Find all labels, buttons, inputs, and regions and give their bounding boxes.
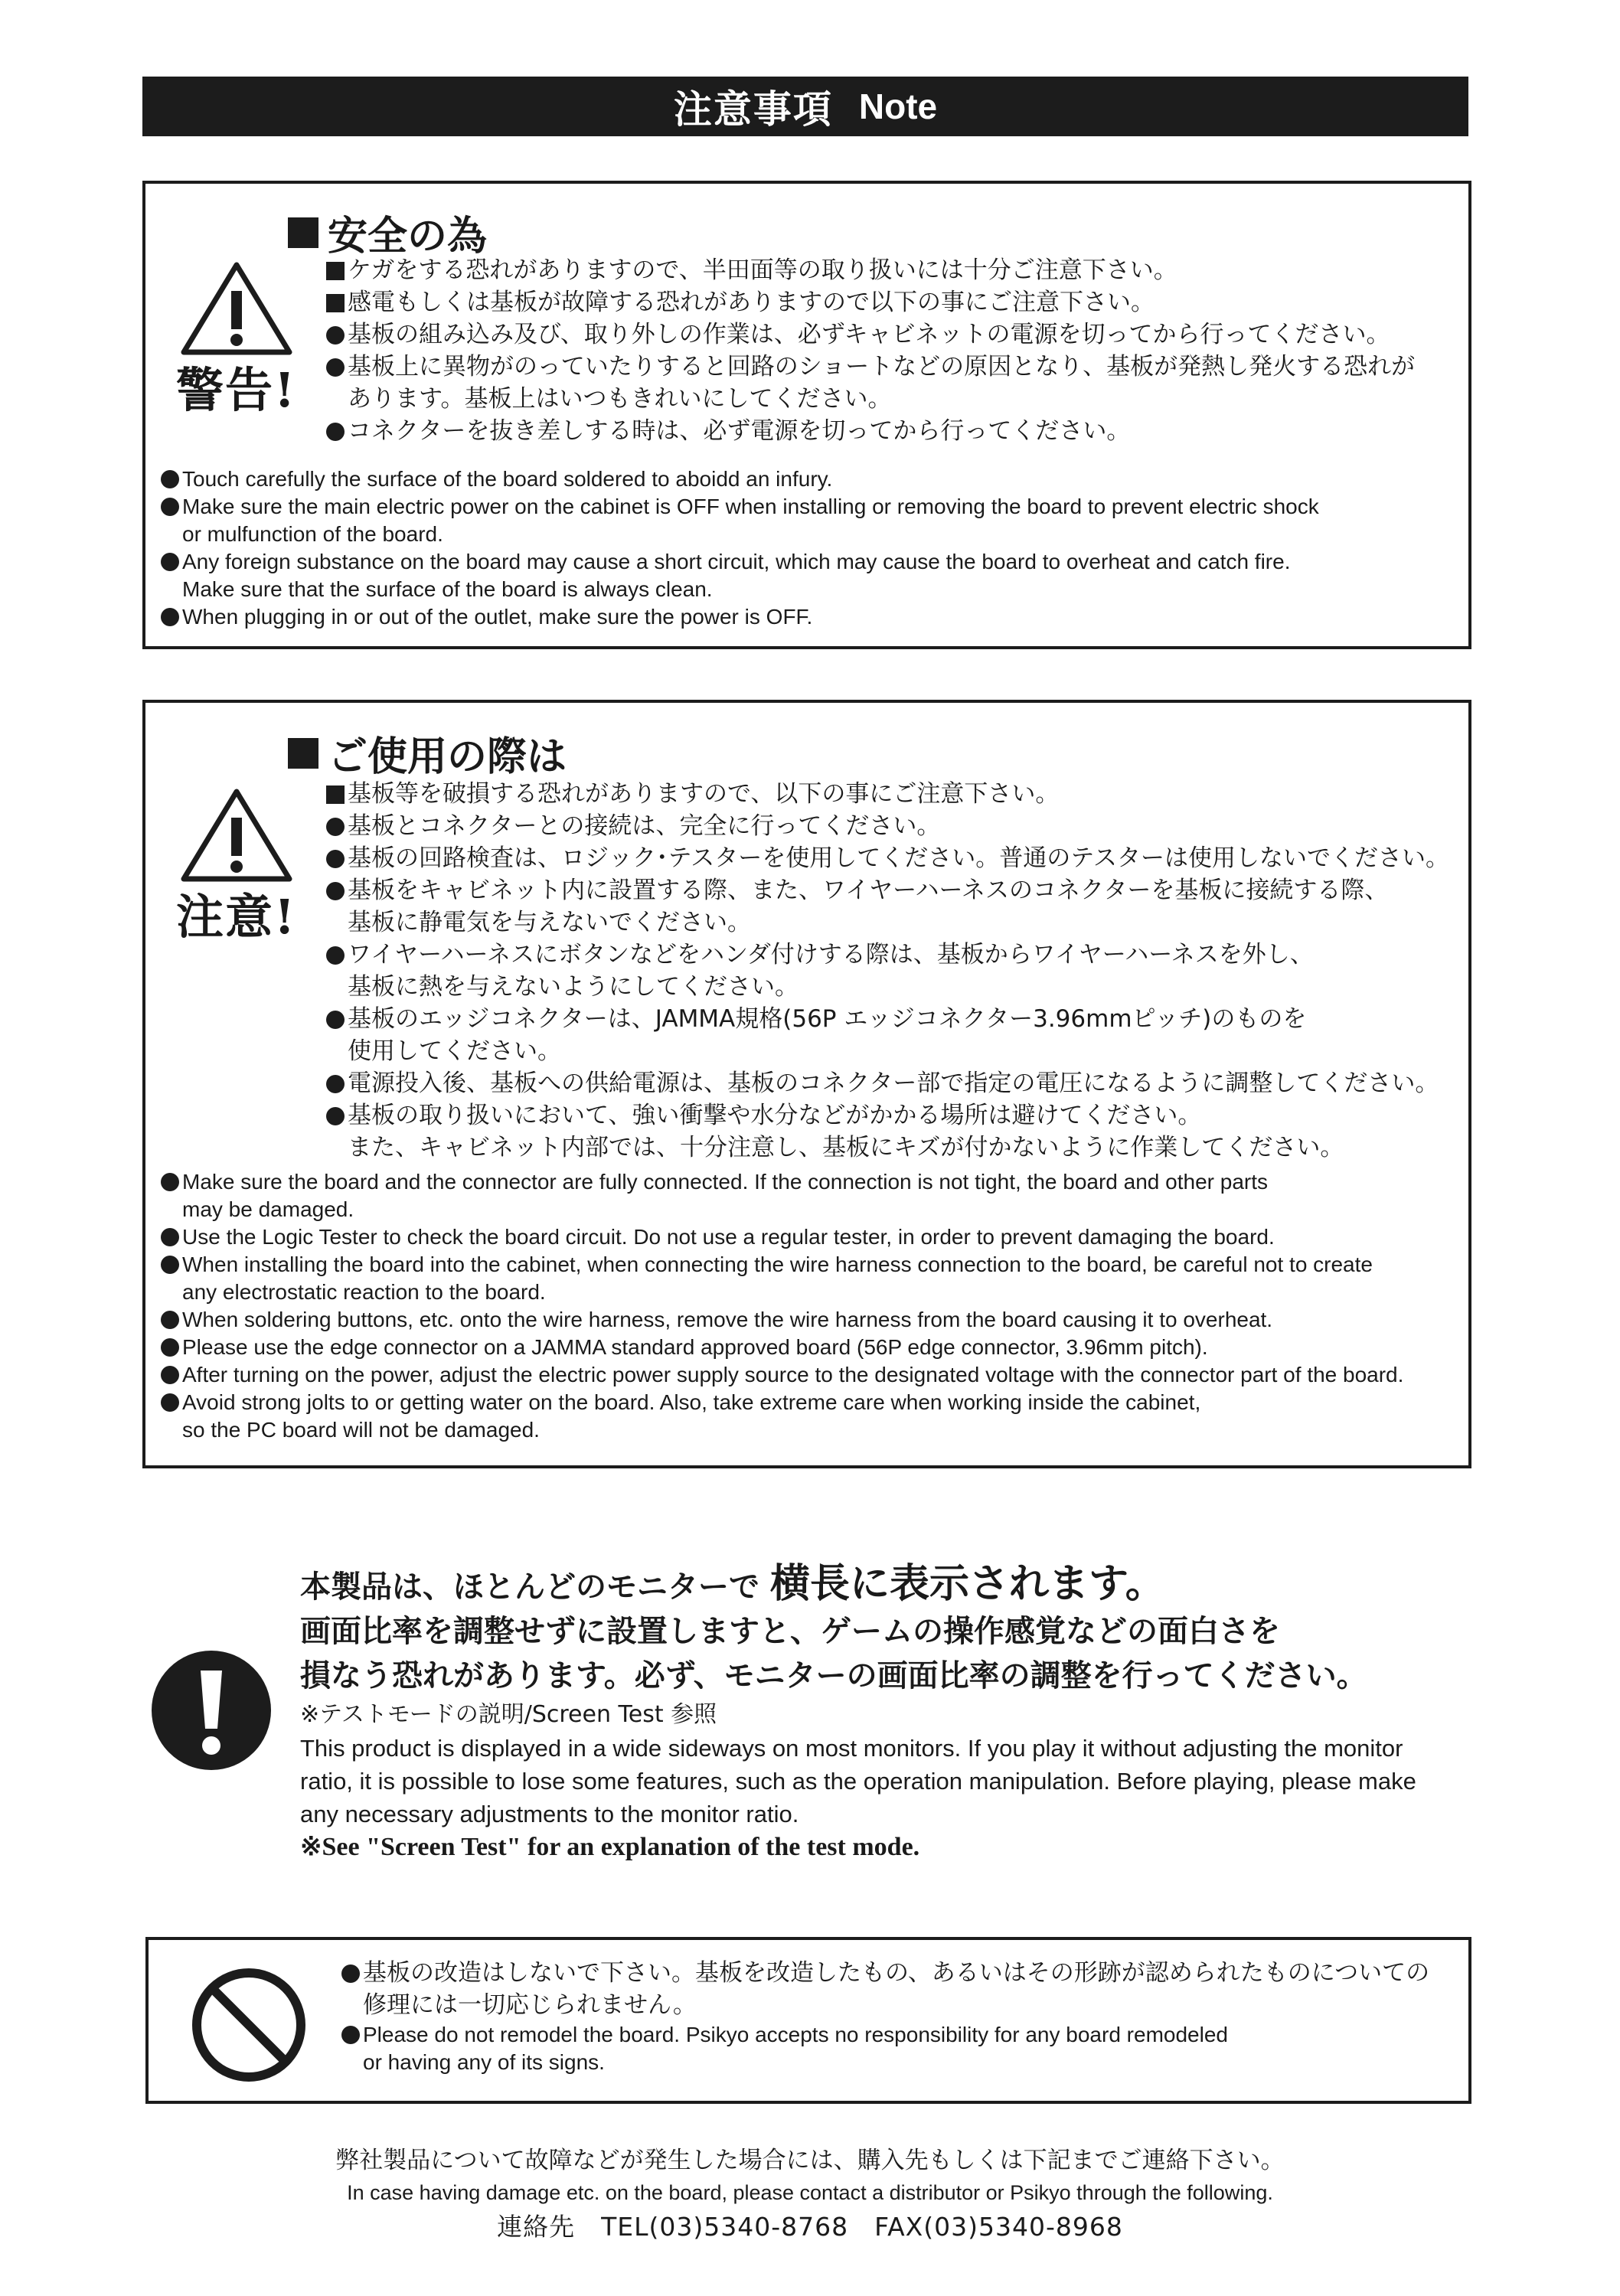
list-item bbox=[161, 521, 1319, 548]
safety-title: 安全の為 bbox=[328, 214, 488, 260]
warning-label: 警告! bbox=[176, 362, 297, 418]
dot-bullet-icon bbox=[326, 1107, 345, 1125]
list-item-text: 基板をキャビネット内に設置する際、また、ワイヤーハーネスのコネクターを基板に接続する際、 bbox=[348, 877, 1389, 904]
list-item-text: or mulfunction of the board. bbox=[182, 522, 443, 546]
dot-bullet-icon bbox=[161, 553, 179, 571]
title-bar bbox=[142, 77, 1468, 136]
caution-icon-group bbox=[176, 787, 296, 947]
list-item bbox=[341, 1989, 1429, 2021]
notice-jp-line1 bbox=[300, 1562, 1416, 1609]
dot-bullet-icon bbox=[326, 423, 345, 441]
list-item-text: Make sure the board and the connector are fully connected. If the connection is not tight, the board and other parts bbox=[182, 1170, 1269, 1194]
list-item bbox=[341, 2021, 1429, 2049]
list-item bbox=[326, 971, 1449, 1003]
usage-section bbox=[142, 700, 1471, 1468]
dot-bullet-icon bbox=[341, 1965, 360, 1983]
list-item-text: 基板のエッジコネクターは、JAMMA規格(56P エッジコネクター3.96mmピッチ)のものを bbox=[348, 1005, 1307, 1033]
prohibited-icon bbox=[191, 1968, 306, 2082]
list-item-text: 基板に熱を与えないようにしてください。 bbox=[348, 973, 799, 1001]
notice-jp-line3: 損なう恐れがあります。必ず、モニターの画面比率の調整を行ってください。 bbox=[300, 1658, 1367, 1693]
list-item-text: ワイヤーハーネスにボタンなどをハンダ付けする際は、基板からワイヤーハーネスを外し、 bbox=[348, 941, 1314, 968]
notice-en-line: This product is displayed in a wide sideways on most monitors. If you play it without adjusting the monitor bbox=[300, 1735, 1403, 1762]
list-item bbox=[326, 939, 1449, 971]
usage-title: ご使用の際は bbox=[328, 734, 567, 780]
notice-jp-reference: ※テストモードの説明/Screen Test 参照 bbox=[300, 1701, 717, 1728]
list-item-text: ケガをする恐れがありますので、半田面等の取り扱いには十分ご注意下さい。 bbox=[348, 256, 1177, 284]
square-bullet-icon bbox=[288, 217, 318, 248]
list-item bbox=[326, 1003, 1449, 1035]
list-item bbox=[326, 286, 1415, 318]
list-item-text: 電源投入後、基板への供給電源は、基板のコネクター部で指定の電圧になるように調整してください。 bbox=[348, 1070, 1439, 1097]
list-item bbox=[326, 778, 1449, 810]
footer bbox=[0, 2144, 1620, 2246]
list-item bbox=[161, 1168, 1403, 1196]
list-item bbox=[161, 465, 1319, 493]
list-item-text: 基板の改造はしないで下さい。基板を改造したもの、あるいはその形跡が認められたものについての bbox=[363, 1959, 1430, 1987]
notice-see-reference: ※See "Screen Test" for an explanation of the test mode. bbox=[300, 1833, 920, 1861]
notice-jp-line1-prefix: 本製品は、ほとんどのモニターで bbox=[300, 1569, 759, 1605]
page-title-en: Note bbox=[858, 87, 938, 126]
list-item-text: Touch carefully the surface of the board soldered to aboidd an infury. bbox=[182, 467, 833, 491]
list-item bbox=[161, 1223, 1403, 1251]
prohibit-list bbox=[341, 1957, 1429, 2076]
footer-en: In case having damage etc. on the board, please contact a distributor or Psikyo through the following. bbox=[347, 2181, 1273, 2204]
list-item-text: Make sure the main electric power on the cabinet is OFF when installing or removing the board to prevent electric shock bbox=[182, 495, 1319, 518]
list-item-text: 使用してください。 bbox=[348, 1037, 561, 1065]
list-item bbox=[161, 1361, 1403, 1389]
safety-jp-list bbox=[326, 254, 1415, 447]
list-item bbox=[161, 548, 1319, 576]
square-bullet-icon bbox=[326, 785, 345, 804]
list-item-text: あります。基板上はいつもきれいにしてください。 bbox=[348, 385, 892, 413]
square-bullet-icon bbox=[326, 294, 345, 312]
list-item bbox=[161, 1196, 1403, 1223]
list-item bbox=[326, 1132, 1449, 1164]
dot-bullet-icon bbox=[326, 358, 345, 377]
list-item bbox=[161, 493, 1319, 521]
dot-bullet-icon bbox=[161, 608, 179, 626]
list-item-text: 基板の回路検査は、ロジック･テスターを使用してください。普通のテスターは使用しないでください。 bbox=[348, 844, 1450, 872]
dot-bullet-icon bbox=[161, 1338, 179, 1357]
list-item-text: 基板等を破損する恐れがありますので、以下の事にご注意下さい。 bbox=[348, 780, 1060, 808]
list-item bbox=[326, 318, 1415, 351]
dot-bullet-icon bbox=[326, 882, 345, 900]
notice-jp-line2: 画面比率を調整せずに設置しますと、ゲームの操作感覚などの面白さを bbox=[300, 1614, 1280, 1649]
list-item bbox=[326, 874, 1449, 906]
list-item-text: Please use the edge connector on a JAMMA standard approved board (56P edge connector, 3.96mm pitch). bbox=[182, 1335, 1208, 1359]
list-item-text: Please do not remodel the board. Psikyo accepts no responsibility for any board remodeled bbox=[363, 2023, 1228, 2046]
list-item bbox=[161, 1389, 1403, 1416]
list-item bbox=[341, 2049, 1429, 2076]
notice-jp-emphasis: 横長に表示されます。 bbox=[769, 1561, 1165, 1607]
safety-section bbox=[142, 181, 1471, 649]
list-item bbox=[326, 1035, 1449, 1067]
exclamation-circle-icon bbox=[150, 1649, 273, 1772]
list-item-text: また、キャビネット内部では、十分注意し、基板にキズが付かないように作業してください。 bbox=[348, 1134, 1344, 1161]
list-item bbox=[341, 1957, 1429, 1989]
safety-heading bbox=[288, 204, 487, 261]
notice-en-line: any necessary adjustments to the monitor ratio. bbox=[300, 1801, 799, 1827]
square-bullet-icon bbox=[288, 738, 318, 769]
dot-bullet-icon bbox=[161, 1228, 179, 1246]
dot-bullet-icon bbox=[161, 498, 179, 516]
list-item bbox=[161, 1306, 1403, 1334]
footer-jp: 弊社製品について故障などが発生した場合には、購入先もしくは下記までご連絡下さい。 bbox=[335, 2147, 1285, 2174]
list-item-text: コネクターを抜き差しする時は、必ず電源を切ってから行ってください。 bbox=[348, 417, 1131, 445]
list-item-text: so the PC board will not be damaged. bbox=[182, 1418, 540, 1442]
list-item bbox=[161, 1416, 1403, 1444]
list-item-text: Any foreign substance on the board may cause a short circuit, which may cause the board to overheat and catch fire. bbox=[182, 550, 1291, 573]
list-item bbox=[326, 254, 1415, 286]
usage-jp-list bbox=[326, 778, 1449, 1164]
square-bullet-icon bbox=[326, 262, 345, 280]
list-item bbox=[161, 603, 1319, 631]
dot-bullet-icon bbox=[326, 1011, 345, 1029]
dot-bullet-icon bbox=[161, 1366, 179, 1384]
list-item-text: When soldering buttons, etc. onto the wire harness, remove the wire harness from the board causing it to overheat. bbox=[182, 1308, 1273, 1331]
list-item bbox=[326, 383, 1415, 415]
list-item-text: Use the Logic Tester to check the board circuit. Do not use a regular tester, in order to prevent damaging the board. bbox=[182, 1225, 1275, 1249]
notice-en-text bbox=[300, 1732, 1416, 1831]
list-item-text: any electrostatic reaction to the board. bbox=[182, 1280, 546, 1304]
monitor-notice bbox=[150, 1562, 1467, 1868]
dot-bullet-icon bbox=[161, 470, 179, 488]
dot-bullet-icon bbox=[161, 1256, 179, 1274]
list-item bbox=[326, 1067, 1449, 1099]
list-item bbox=[161, 1334, 1403, 1361]
notice-en-line: ratio, it is possible to lose some features, such as the operation manipulation. Before playing, please make bbox=[300, 1768, 1416, 1795]
dot-bullet-icon bbox=[161, 1393, 179, 1412]
dot-bullet-icon bbox=[326, 326, 345, 345]
dot-bullet-icon bbox=[326, 818, 345, 836]
caution-label: 注意! bbox=[176, 889, 297, 945]
list-item-text: may be damaged. bbox=[182, 1197, 354, 1221]
list-item bbox=[326, 842, 1449, 874]
dot-bullet-icon bbox=[161, 1311, 179, 1329]
list-item bbox=[326, 415, 1415, 447]
list-item bbox=[161, 1279, 1403, 1306]
list-item-text: or having any of its signs. bbox=[363, 2050, 605, 2074]
prohibit-section bbox=[145, 1937, 1471, 2104]
list-item-text: Avoid strong jolts to or getting water on the board. Also, take extreme care when working inside the cabinet, bbox=[182, 1390, 1201, 1414]
dot-bullet-icon bbox=[341, 2026, 360, 2044]
list-item bbox=[326, 906, 1449, 939]
list-item bbox=[161, 1251, 1403, 1279]
list-item-text: 基板上に異物がのっていたりすると回路のショートなどの原因となり、基板が発熱し発火する恐れが bbox=[348, 353, 1416, 380]
footer-contact: 連絡先 TEL(03)5340-8768 FAX(03)5340-8968 bbox=[497, 2212, 1123, 2242]
list-item-text: 修理には一切応じられません。 bbox=[363, 1991, 697, 2019]
usage-en-list bbox=[161, 1168, 1403, 1444]
list-item bbox=[161, 576, 1319, 603]
list-item-text: 基板とコネクターとの接続は、完全に行ってください。 bbox=[348, 812, 941, 840]
list-item-text: 基板の取り扱いにおいて、強い衝撃や水分などがかかる場所は避けてください。 bbox=[348, 1102, 1202, 1129]
list-item-text: When installing the board into the cabinet, when connecting the wire harness connection to the board, be careful not to create bbox=[182, 1253, 1373, 1276]
caution-triangle-icon bbox=[179, 787, 294, 883]
usage-heading bbox=[288, 724, 567, 782]
page-title-jp: 注意事項 bbox=[673, 87, 833, 132]
dot-bullet-icon bbox=[326, 1075, 345, 1093]
list-item bbox=[326, 351, 1415, 383]
list-item-text: When plugging in or out of the outlet, make sure the power is OFF. bbox=[182, 605, 813, 629]
dot-bullet-icon bbox=[326, 850, 345, 868]
safety-en-list bbox=[161, 465, 1319, 631]
list-item-text: 基板に静電気を与えないでください。 bbox=[348, 909, 751, 936]
dot-bullet-icon bbox=[326, 946, 345, 965]
list-item bbox=[326, 1099, 1449, 1132]
warning-icon-group bbox=[176, 260, 296, 420]
warning-triangle-icon bbox=[179, 260, 294, 357]
list-item bbox=[326, 810, 1449, 842]
list-item-text: After turning on the power, adjust the electric power supply source to the designated voltage with the connector part of the board. bbox=[182, 1363, 1404, 1386]
list-item-text: 基板の組み込み及び、取り外しの作業は、必ずキャビネットの電源を切ってから行ってください。 bbox=[348, 321, 1390, 348]
list-item-text: Make sure that the surface of the board is always clean. bbox=[182, 577, 713, 601]
list-item-text: 感電もしくは基板が故障する恐れがありますので以下の事にご注意下さい。 bbox=[348, 289, 1155, 316]
dot-bullet-icon bbox=[161, 1173, 179, 1191]
